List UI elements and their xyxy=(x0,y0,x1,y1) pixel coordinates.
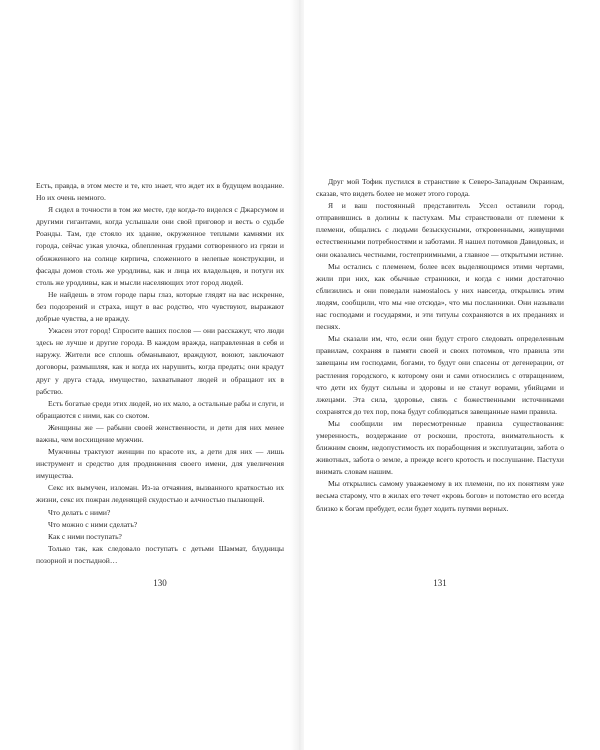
verse-line: Как с ними поступать? xyxy=(48,531,122,541)
paragraph: Не найдешь в этом городе пары глаз, которые глядят на вас искренне, без подозрений и страха, ищут в вас родство, что чувствуют, выражают добрые чувства, а не вражду. xyxy=(36,289,284,324)
verse-line: Что можно с ними сделать? xyxy=(48,519,138,529)
left-page xyxy=(8,0,296,750)
paragraph: Мы открылись самому уважаемому в их племени, по их понятиям уже весьма старому, что в жилах его течет «кровь богов» и потомство его всегда близко к богам пребудет, если будет ходить путями верных. xyxy=(316,479,564,513)
page-number: 131 xyxy=(433,578,447,588)
paragraph: Я и ваш постоянный представитель Уссел оставили город, отправившись в долины к пастухам. Мы странствовали от племени к племени, общались с людьми безыскусными, откровенными, живущими естественными потребностями и заботами. Я нашел потомков Давидовых, и они оказались честными, гостеприимными, а главное — открытыми истине. xyxy=(316,201,564,259)
right-page-text xyxy=(316,176,564,515)
paragraph: Я сидел в точности в том же месте, где когда-то виделся с Джарсумом и другими гигантами, когда услышали они свой приговор и весть о судьбе Роанды. Там, где стояло их здание, окруженное теплыми камнями их города, сейчас узкая улочка, облепленная грудами сотворенного из грязи и обожженного на солнце кирпича, сложенного в нелепые конструкции, и фасады домов столь же уродливы, как и лица их владельцев, и потуги их столь же уродливы, как и мысли населяющих этот город людей. xyxy=(36,205,284,287)
verse-line: Что делать с ними? xyxy=(48,507,111,517)
paragraph: Ужасен этот город! Спросите ваших послов — они расскажут, что люди здесь не лучше и другие города. В каждом вражда, направленная в себя и наружу. Жители все сплошь обманывают, враждуют, воюют, заключают договоры, размышляя, как и когда их нарушить, когда предать; они крадут друг у друга стада, имущество, захватывают людей и обращают их в рабство. xyxy=(36,326,284,396)
paragraph: Друг мой Тофик пустился в странствие к Северо-Западным Окраинам, сказав, что видеть более не может этого города. xyxy=(316,177,564,199)
paragraph: Мы сказали им, что, если они будут строго следовать определенным правилам, сохраняя в памяти своей и своих потомков, что правила эти завещаны им господами, богами, то будут они спасены от дегенерации, от растления городского, к которому они и сами относились с отвращением, что дети их будут сильны и здоровы и не станут ворами, убийцами и лжецами. Эта сила, здоровье, связь с божественными источниками сохранятся до тех пор, пока будут соблюдаться завещанные нами правила. xyxy=(316,334,564,416)
paragraph: Женщины же — рабыни своей женственности, и дети для них менее важны, чем восхищение мужчин. xyxy=(36,422,284,444)
left-page-text xyxy=(36,180,284,567)
paragraph: Мужчины трактуют женщин по красоте их, а дети для них — лишь инструмент и средство для продвижения своего имени, для увеличения имущества. xyxy=(36,447,284,481)
paragraph: Секс их вымучен, изломан. Из-за отчаяния, вызванного краткостью их жизни, секс их пожран леденящей скудостью и алчностью пылающей. xyxy=(36,483,284,505)
paragraph: Есть, правда, в этом месте и те, кто знает, что ждет их в будущем воздание. Но их очень немного. xyxy=(36,181,284,203)
paragraph: Мы остались с племенем, более всех выделяющимся этими чертами, жили при них, как обычные странники, и когда с ними достаточно сблизились и они поведали намostalось у них навсегда, открылись этим людям, сообщили, что мы «не отсюда», что мы посланники. Они называли нас господами и государями, и эти титулы сохраняются в их преданиях и песнях. xyxy=(316,261,564,332)
right-page xyxy=(304,0,592,750)
paragraph: Мы сообщили им пересмотренные правила существования: умеренность, воздержание от роскоши, простота, внимательность к ближним своим, недопустимость их порабощения и эксплуатации, забота о животных, забота о земле, а прежде всего кротость и послушание. Пастухи внимать словам нашим. xyxy=(316,418,564,477)
paragraph: Есть богатые среди этих людей, но их мало, а остальные рабы и слуги, и обращаются с ними, как со скотом. xyxy=(36,398,284,420)
paragraph: Только так, как следовало поступать с детьми Шаммат, блудницы позорной и постыдной… xyxy=(36,543,284,565)
page-number: 130 xyxy=(153,578,167,588)
